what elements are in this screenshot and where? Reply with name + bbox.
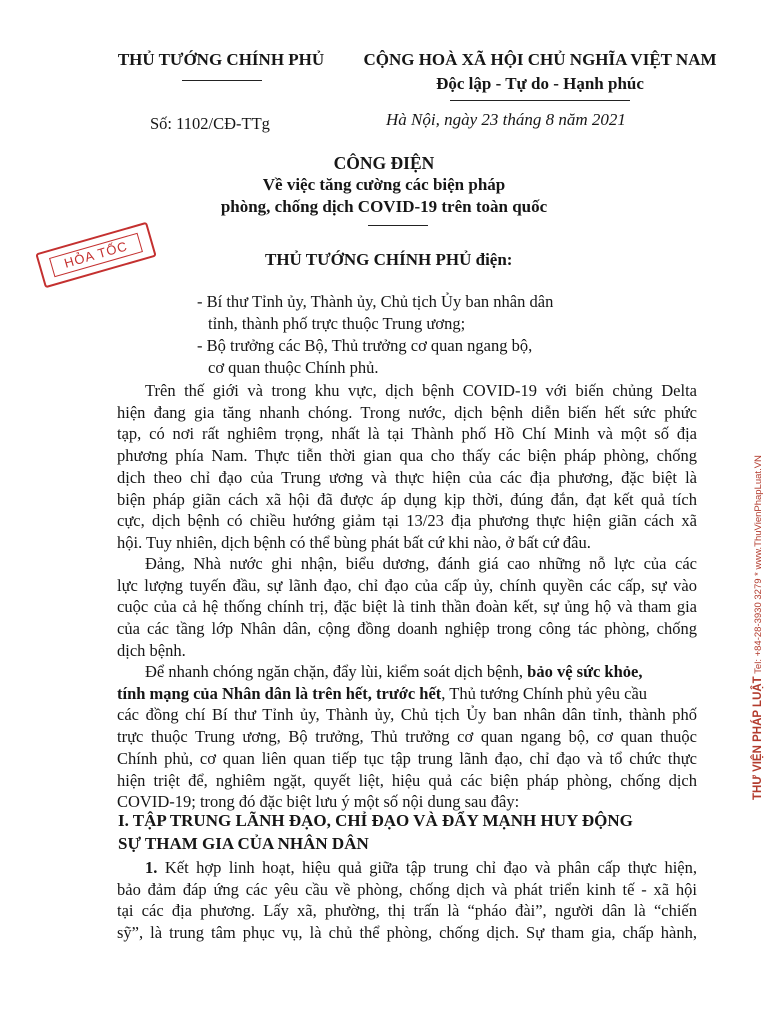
text-line: tại các địa phương. Lấy xã, phường, thị trấn là “pháo đài”, người dân là “chiến [117,901,697,921]
text-line: của các tầng lớp Nhân dân, cộng đồng doanh nghiệp trong công tác phòng, chống [117,619,697,639]
text-line: cuộc của cả hệ thống chính trị, đặc biệt là tinh thần đoàn kết, sự ủng hộ và tham gia [117,597,697,617]
text-line: bảo đảm đáp ứng các yêu cầu về phòng, chống dịch và phát triển kinh tế - xã hội [117,879,697,899]
paragraph-situation [117,380,697,554]
item-1 [117,857,697,944]
recipient-line: cơ quan thuộc Chính phủ. [208,358,379,377]
section-heading-line: SỰ THAM GIA CỦA NHÂN DÂN [118,834,369,853]
sender-line: THỦ TƯỚNG CHÍNH PHỦ điện: [265,250,513,269]
text-line: Chính phủ, cơ quan liên quan tiếp tục tập trung lãnh đạo, chỉ đạo và tổ chức thực [117,748,697,768]
document-subject-line-2: phòng, chống dịch COVID-19 trên toàn quốc [220,197,548,216]
watermark-brand: THƯ VIỆN PHÁP LUẬT [752,676,764,800]
document-subject-line-1: Về việc tăng cường các biện pháp [262,175,506,194]
text-line: hội. Tuy nhiên, dịch bệnh có thể bùng phát bất cứ khi nào, ở bất cứ đâu. [117,532,591,552]
document-date: Hà Nội, ngày 23 tháng 8 năm 2021 [386,110,626,129]
text-run: , Thủ tướng Chính phủ yêu cầu [441,683,648,703]
paragraph-directive [117,661,697,813]
urgent-stamp [35,222,156,289]
text-line: COVID-19; trong đó đặc biệt lưu ý một số nội dung sau đây: [117,792,520,812]
text-line: hiện đang gia tăng nhanh chóng. Trong nước, dịch bệnh diễn biến hết sức phức [117,402,697,422]
document-number: Số: 1102/CĐ-TTg [150,114,270,133]
text-line [117,857,697,879]
text-line: tạp, có nơi rất nghiêm trọng, nhất là tại Thành phố Hồ Chí Minh và một số địa [117,424,697,444]
text-line: Đảng, Nhà nước ghi nhận, biểu dương, đánh giá cao những nỗ lực của các [145,554,697,573]
text-line: phương phía Nam. Thực tiễn thời gian qua cho thấy các biện pháp phòng, chống [117,446,697,466]
paragraph-recognition [117,553,697,662]
motto-underline [450,100,630,101]
text-line: lực lượng tuyến đầu, sự lãnh đạo, chỉ đạo của cấp ủy, chính quyền các cấp, sự vào [117,575,697,595]
national-title: CỘNG HOÀ XÃ HỘI CHỦ NGHĨA VIỆT NAM [363,50,717,69]
text-line: Trên thế giới và trong khu vực, dịch bệnh COVID-19 với biến chủng Delta [145,381,697,400]
text-line: trực thuộc Trung ương, Bộ trưởng, Thủ trưởng cơ quan ngang bộ, cơ quan thuộc [117,727,697,747]
text-line: dịch bệnh. [117,640,186,660]
recipient-line: - Bộ trưởng các Bộ, Thủ trưởng cơ quan ngang bộ, [197,336,533,355]
text-line: hiện triệt để, nghiêm ngặt, quyết liệt, hiệu quả các biện pháp phòng, chống dịch [117,770,697,790]
text-line: biện pháp giãn cách xã hội đã được áp dụng kịp thời, đúng đắn, đạt kết quả tích [117,489,697,509]
text-line: dịch theo chỉ đạo của Trung ương và thực hiện của các địa phương, đặc biệt là [117,467,697,487]
document-type: CÔNG ĐIỆN [333,153,435,173]
side-watermark [708,440,764,800]
text-line [117,661,697,683]
text-line: các đồng chí Bí thư Tỉnh ủy, Thành ủy, Chủ tịch Ủy ban nhân dân tỉnh, thành phố [117,705,697,725]
emphasis-text: bảo vệ sức khỏe, [523,662,643,681]
emphasis-text: tính mạng của Nhân dân là trên hết, trước hết [117,683,442,703]
watermark-contact: Tel: +84-28-3930 3279 * www.ThuVienPhapLuat.VN [753,455,764,674]
national-motto: Độc lập - Tự do - Hạnh phúc [436,74,644,93]
text-run: Để nhanh chóng ngăn chặn, đẩy lùi, kiểm soát dịch bệnh, [145,662,524,681]
text-line: cực, dịch bệnh có chiều hướng giảm tại 13/23 địa phương thực hiện giãn cách xã [117,511,697,531]
item-number: 1. [145,858,158,877]
authority-underline [182,80,262,81]
section-heading-line: I. TẬP TRUNG LÃNH ĐẠO, CHỈ ĐẠO VÀ ĐẨY MẠNH HUY ĐỘNG [118,811,633,830]
text-run: Kết hợp linh hoạt, hiệu quả giữa tập trung chỉ đạo và phân cấp thực hiện, [157,858,697,877]
recipient-line: tỉnh, thành phố trực thuộc Trung ương; [208,314,466,333]
recipient-line: - Bí thư Tỉnh ủy, Thành ủy, Chủ tịch Ủy ban nhân dân [197,292,554,311]
issuing-authority: THỦ TƯỚNG CHÍNH PHỦ [117,50,325,69]
text-line: sỹ”, là trung tâm phục vụ, là chủ thể phòng, chống dịch. Sự tham gia, chấp hành, [117,923,697,943]
section-heading [118,809,698,855]
title-underline [368,225,428,226]
urgent-stamp-text: HỎA TỐC [49,233,142,277]
text-line [117,683,697,705]
